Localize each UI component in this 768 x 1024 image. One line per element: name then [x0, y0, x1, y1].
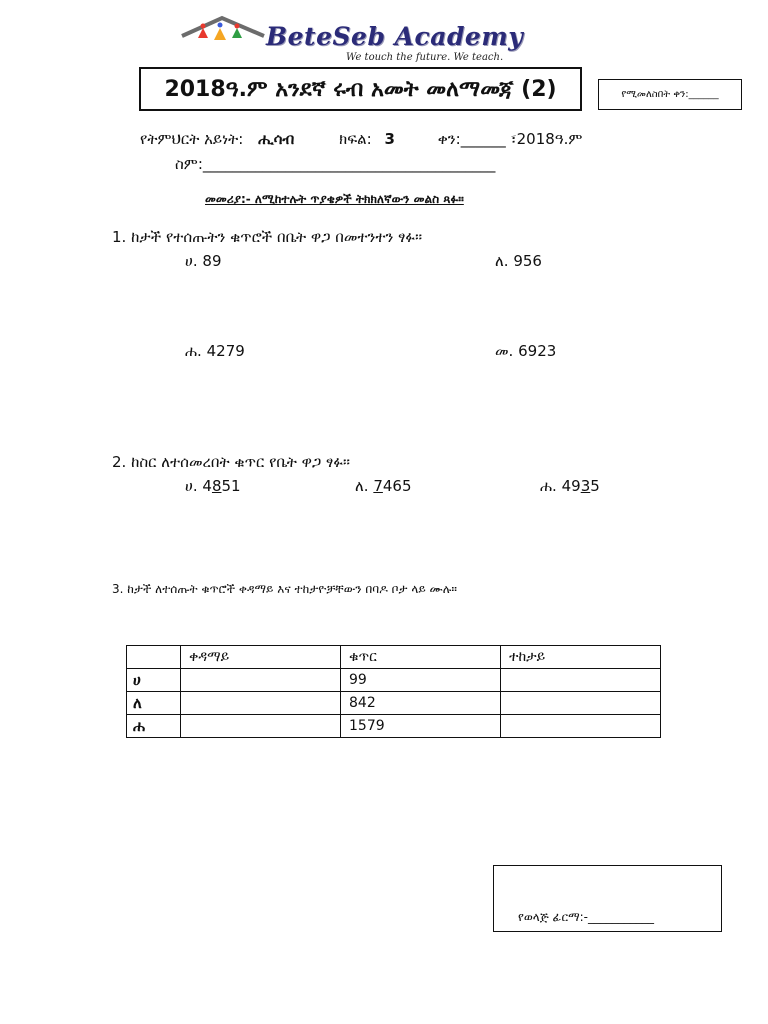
- table-header-cell: ቀዳማይ: [181, 646, 341, 669]
- before-cell[interactable]: [181, 669, 341, 692]
- table-header-cell: [127, 646, 181, 669]
- house-roof-icon: [178, 14, 268, 50]
- academy-logo: [178, 14, 558, 66]
- before-cell[interactable]: [181, 715, 341, 738]
- table-header-row: [127, 646, 661, 669]
- option-label: ለ.: [495, 252, 509, 270]
- option-label: ሀ.: [185, 252, 198, 270]
- underlined-digit: 8: [211, 477, 222, 495]
- subject-label: የትምህርት አይነት:: [140, 130, 244, 148]
- option-label: ሀ.: [185, 477, 198, 495]
- number-part: 4: [202, 477, 212, 495]
- number-cell: 1579: [341, 715, 501, 738]
- table-row: [127, 669, 661, 692]
- row-label: ለ: [127, 692, 181, 715]
- underlined-digit: 3: [580, 477, 591, 495]
- number-part: 51: [221, 477, 241, 495]
- q1-option-c: [185, 342, 245, 360]
- instructions: መመሪያ:- ለሚከተሉት ጥያቄዎች ትክክለኛውን መልስ ጻፉ።: [205, 192, 464, 206]
- q1-option-d: [495, 342, 556, 360]
- number-cell: 99: [341, 669, 501, 692]
- grade-value: 3: [384, 130, 395, 148]
- row-label: ሐ: [127, 715, 181, 738]
- grade-label: ክፍል:: [339, 130, 372, 148]
- date-label: ቀን:______: [437, 130, 506, 148]
- number-part: 49: [561, 477, 581, 495]
- option-label: ሐ.: [185, 342, 202, 360]
- table-header-cell: ቁጥር: [341, 646, 501, 669]
- question-3-text: 3. ከታች ለተሰጡት ቁጥሮች ቀዳማይ እና ተከታዮቻቸውን በባዶ ቦታ ላይ ሙሉ።: [112, 582, 457, 596]
- table-row: [127, 715, 661, 738]
- return-date-box: የሚመለስበት ቀን:______: [598, 79, 742, 110]
- q1-option-b: [495, 252, 542, 270]
- question-1-text: 1. ከታች የተሰጡትን ቁጥሮች በቤት ዋጋ በመተንተን ፃፉ።: [112, 228, 423, 246]
- logo-name: BeteSeb Academy: [266, 22, 524, 51]
- number-cell: 842: [341, 692, 501, 715]
- before-cell[interactable]: [181, 692, 341, 715]
- parent-signature-field[interactable]: የወላጅ ፊርማ:-___________: [518, 910, 655, 924]
- table-header-cell: ተከታይ: [501, 646, 661, 669]
- worksheet-title: 2018ዓ.ም አንደኛ ሩብ አመት መለማመጃ (2): [139, 67, 582, 111]
- number-part: 465: [382, 477, 412, 495]
- after-cell[interactable]: [501, 669, 661, 692]
- option-label: ሐ.: [540, 477, 557, 495]
- question-2-text: 2. ከስር ለተሰመረበት ቁጥር የቤት ዋጋ ፃፉ።: [112, 453, 350, 471]
- option-value: 4279: [206, 342, 245, 360]
- after-cell[interactable]: [501, 715, 661, 738]
- table-row: [127, 692, 661, 715]
- student-name-field[interactable]: ስም:_______________________________________: [175, 155, 496, 173]
- option-value: 956: [513, 252, 542, 270]
- parent-signature-box: [493, 865, 722, 932]
- q2-option-b: [355, 477, 412, 495]
- option-value: 6923: [518, 342, 557, 360]
- info-line: [140, 130, 582, 148]
- option-value: 89: [202, 252, 222, 270]
- option-label: ለ.: [355, 477, 369, 495]
- subject-value: ሒሳብ: [258, 130, 295, 148]
- q1-option-a: [185, 252, 222, 270]
- row-label: ሀ: [127, 669, 181, 692]
- q2-option-c: [540, 477, 600, 495]
- option-label: መ.: [495, 342, 514, 360]
- logo-tagline: We touch the future. We teach.: [346, 52, 504, 63]
- date-suffix: ፣2018ዓ.ም: [510, 130, 583, 148]
- q2-option-a: [185, 477, 241, 495]
- underlined-digit: 7: [373, 477, 383, 495]
- number-table: [126, 645, 661, 738]
- number-part: 5: [590, 477, 600, 495]
- after-cell[interactable]: [501, 692, 661, 715]
